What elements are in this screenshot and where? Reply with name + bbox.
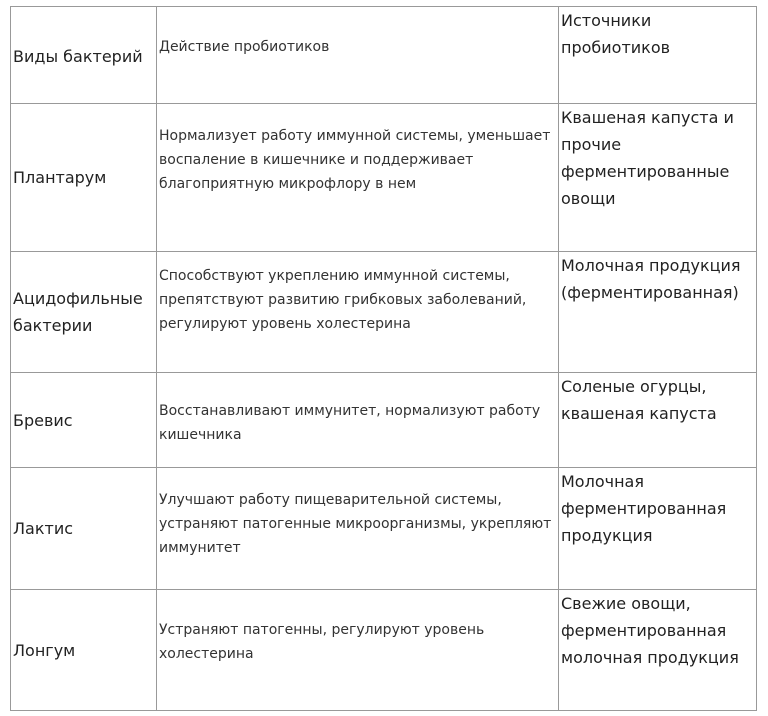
bacteria-name-cell: Бревис bbox=[11, 373, 157, 468]
action-cell: Нормализует работу иммунной системы, уменьшает воспаление в кишечнике и поддерживает благоприятную микрофлору в нем bbox=[157, 104, 559, 252]
source-cell: Молочная продукция (ферментированная) bbox=[559, 252, 757, 373]
bacteria-name-cell: Лактис bbox=[11, 468, 157, 590]
source-cell: Молочная ферментированная продукция bbox=[559, 468, 757, 590]
source-cell: Квашеная капуста и прочие ферментированные овощи bbox=[559, 104, 757, 252]
action-cell: Устраняют патогенны, регулируют уровень холестерина bbox=[157, 590, 559, 711]
bacteria-name-cell: Лонгум bbox=[11, 590, 157, 711]
table-row bbox=[11, 468, 757, 590]
bacteria-name-cell: Плантарум bbox=[11, 104, 157, 252]
header-probiotic-sources: Источники пробиотиков bbox=[559, 7, 757, 104]
table-row bbox=[11, 104, 757, 252]
source-cell: Свежие овощи, ферментированная молочная продукция bbox=[559, 590, 757, 711]
source-cell: Соленые огурцы, квашеная капуста bbox=[559, 373, 757, 468]
probiotics-table bbox=[10, 6, 757, 711]
table-row bbox=[11, 590, 757, 711]
header-probiotic-action: Действие пробиотиков bbox=[157, 7, 559, 104]
bacteria-name-cell: Ацидофильные бактерии bbox=[11, 252, 157, 373]
action-cell: Восстанавливают иммунитет, нормализуют работу кишечника bbox=[157, 373, 559, 468]
action-cell: Улучшают работу пищеварительной системы, устраняют патогенные микроорганизмы, укрепляют иммунитет bbox=[157, 468, 559, 590]
table-row bbox=[11, 373, 757, 468]
table-row bbox=[11, 252, 757, 373]
header-bacteria-types: Виды бактерий bbox=[11, 7, 157, 104]
table-header-row bbox=[11, 7, 757, 104]
action-cell: Способствуют укреплению иммунной системы, препятствуют развитию грибковых заболеваний, регулируют уровень холестерина bbox=[157, 252, 559, 373]
